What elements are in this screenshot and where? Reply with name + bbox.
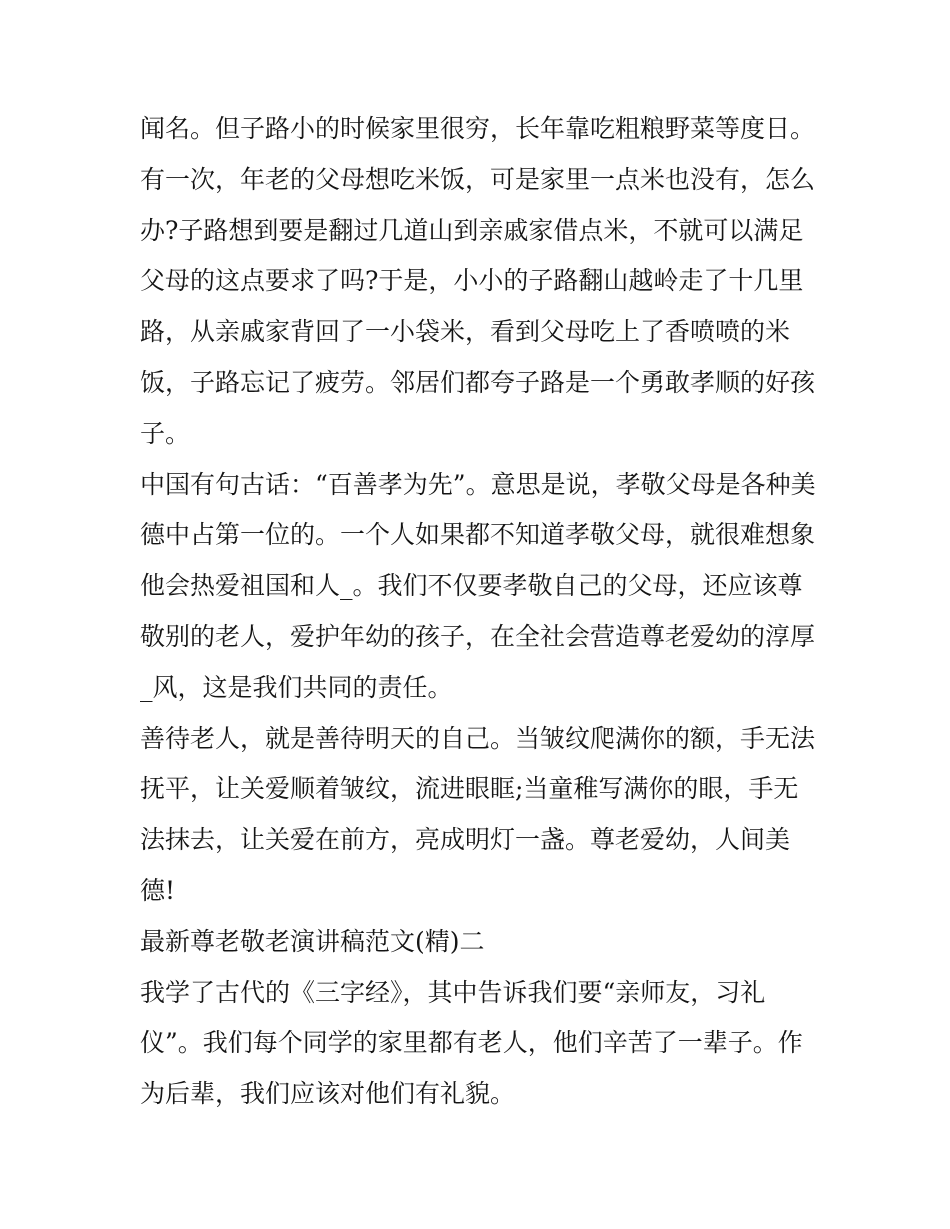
text-line: 闻名。但子路小的时候家里很穷，长年靠吃粗粮野菜等度日。: [140, 114, 816, 143]
text-line: 子。: [140, 418, 191, 448]
text-line: 善待老人，就是善待明天的自己。当皱纹爬满你的额，手无法: [140, 723, 816, 753]
text-line: 抚平，让关爱顺着皱纹，流进眼眶;当童稚写满你的眼，手无: [140, 774, 799, 804]
text-line: 中国有句古话：“百善孝为先”。意思是说，孝敬父母是各种美: [140, 469, 816, 499]
section-heading: 最新尊老敬老演讲稿范文(精)二: [140, 926, 485, 956]
text-line: 德!: [140, 875, 176, 905]
text-line: 路，从亲戚家背回了一小袋米，看到父母吃上了香喷喷的米: [140, 317, 791, 347]
text-line: 他会热爱祖国和人_。我们不仅要孝敬自己的父母，还应该尊: [140, 571, 803, 601]
text-line: 法抹去，让关爱在前方，亮成明灯一盏。尊老爱幼，人间美: [140, 825, 791, 855]
text-line: 办?子路想到要是翻过几道山到亲戚家借点米，不就可以满足: [140, 215, 804, 245]
document-body: [140, 104, 820, 1120]
text-line: 饭，子路忘记了疲劳。邻居们都夸子路是一个勇敢孝顺的好孩: [140, 367, 816, 397]
text-line: 仪”。我们每个同学的家里都有老人，他们辛苦了一辈子。作: [140, 1028, 803, 1058]
text-line: 我学了古代的《三字经》，其中告诉我们要“亲师友，习礼: [140, 977, 766, 1007]
text-line: 为后辈，我们应该对他们有礼貌。: [140, 1079, 516, 1109]
text-line: 德中占第一位的。一个人如果都不知道孝敬父母，就很难想象: [140, 520, 816, 550]
text-line: 有一次，年老的父母想吃米饭，可是家里一点米也没有，怎么: [140, 164, 816, 194]
text-line: 敬别的老人，爱护年幼的孩子，在全社会营造尊老爱幼的淳厚: [140, 621, 816, 651]
text-line: _风，这是我们共同的责任。: [140, 672, 453, 702]
text-line: 父母的这点要求了吗?于是，小小的子路翻山越岭走了十几里: [140, 266, 804, 296]
